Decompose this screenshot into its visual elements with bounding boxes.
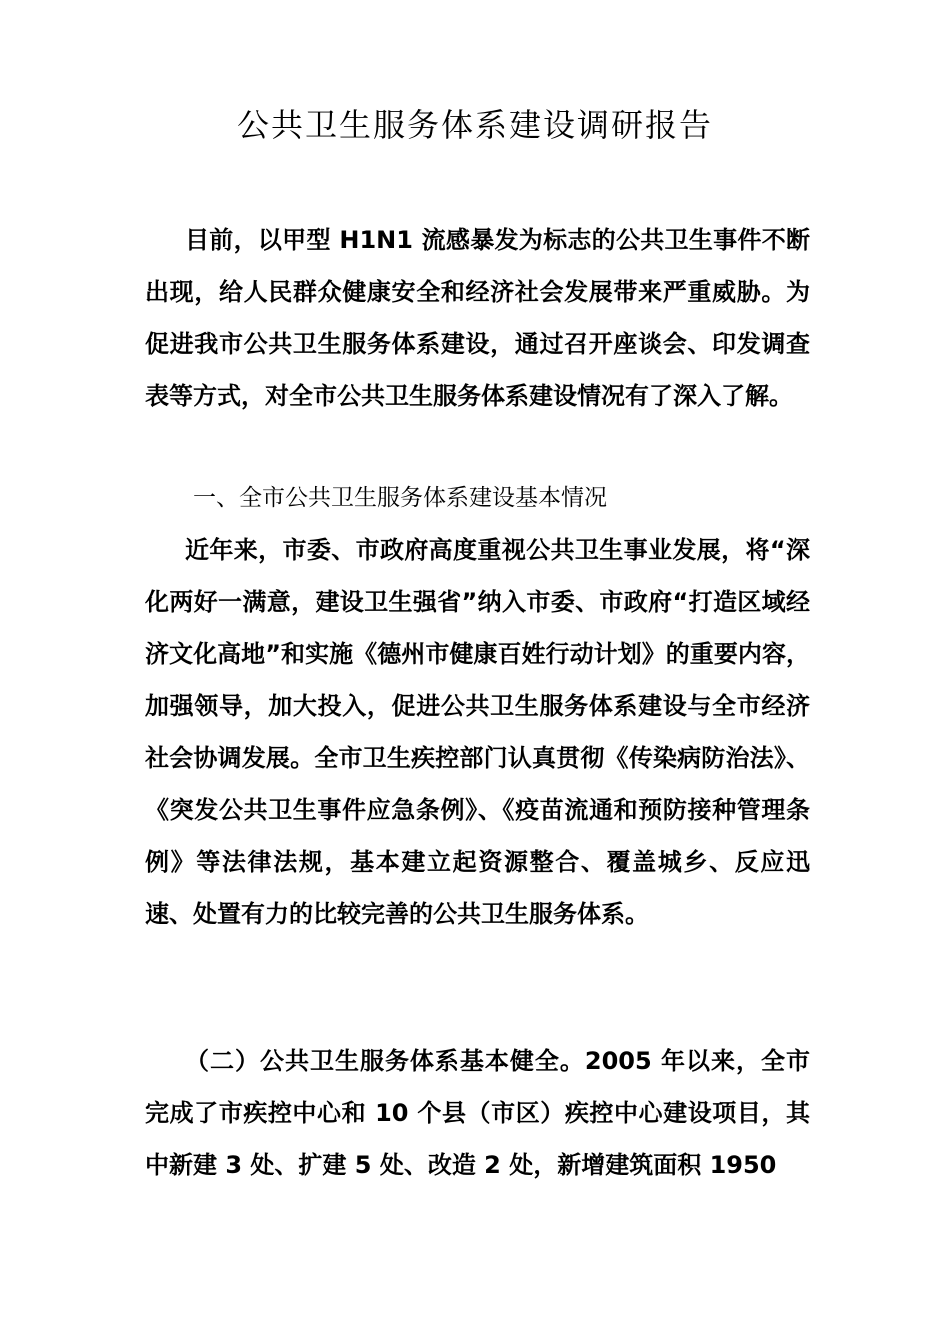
paragraph-intro: 目前，以甲型 H1N1 流感暴发为标志的公共卫生事件不断出现，给人民群众健康安全和经济社会发展带来严重威胁。为促进我市公共卫生服务体系建设，通过召开座谈会、印发调查表等方式，对全市公共卫生服务体系建设情况有了深入了解。 [145, 226, 810, 410]
document-title: 公共卫生服务体系建设调研报告 [236, 106, 713, 144]
paragraph-overview: 近年来，市委、市政府高度重视公共卫生事业发展，将“深化两好一满意，建设卫生强省”纳入市委、市政府“打造区域经济文化高地”和实施《德州市健康百姓行动计划》的重要内容，加强领导，加大投入，促进公共卫生服务体系建设与全市经济社会协调发展。全市卫生疾控部门认真贯彻《传染病防治法》、《突发公共卫生事件应急条例》、《疫苗流通和预防接种管理条例》等法律法规，基本建立起资源整合、覆盖城乡、反应迅速、处置有力的比较完善的公共卫生服务体系。 [145, 536, 810, 928]
section-heading-1: 一、全市公共卫生服务体系建设基本情况 [193, 485, 607, 511]
paragraph-system-status: （二）公共卫生服务体系基本健全。2005 年以来，全市完成了市疾控中心和 10 个县（市区）疾控中心建设项目，其中新建 3 处、扩建 5 处、改造 2 处，新增建筑面积 1950 [145, 1047, 810, 1179]
